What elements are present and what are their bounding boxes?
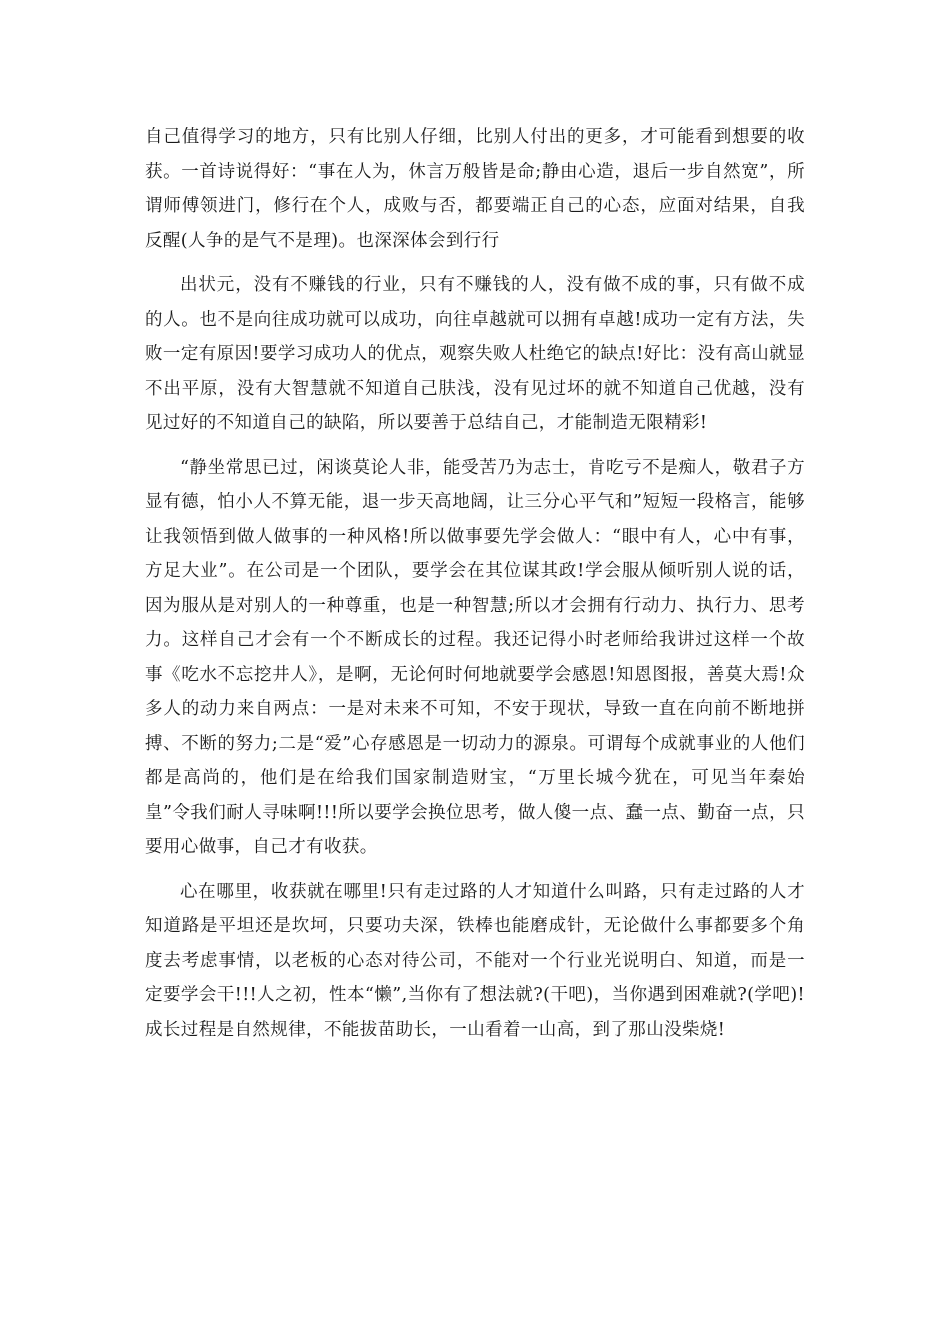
- paragraph-3: “静坐常思已过，闲谈莫论人非，能受苦乃为志士，肯吃亏不是痴人，敬君子方显有德，怕小人不算无能，退一步天高地阔，让三分心平气和”短短一段格言，能够让我领悟到做人做事的一种风格!所以做事要先学会做人：“眼中有人，心中有事，方足大业”。在公司是一个团队，要学会在其位谋其政!学会服从倾听别人说的话，因为服从是对别人的一种尊重，也是一种智慧;所以才会拥有行动力、执行力、思考力。这样自己才会有一个不断成长的过程。我还记得小时老师给我讲过这样一个故事《吃水不忘挖井人》，是啊，无论何时何地就要学会感恩!知恩图报，善莫大焉!众多人的动力来自两点：一是对未来不可知，不安于现状，导致一直在向前不断地拼搏、不断的努力;二是“爱”心存感恩是一切动力的源泉。可谓每个成就事业的人他们都是高尚的，他们是在给我们国家制造财宝，“万里长城今犹在，可见当年秦始皇”令我们耐人寻味啊!!!所以要学会换位思考，做人傻一点、蠢一点、勤奋一点，只要用心做事，自己才有收获。: [145, 457, 805, 857]
- paragraph-1: 自己值得学习的地方，只有比别人仔细，比别人付出的更多，才可能看到想要的收获。一首诗说得好：“事在人为，休言万般皆是命;静由心造，退后一步自然宽”，所谓师傅领进门，修行在个人，成败与否，都要端正自己的心态，应面对结果，自我反醒(人争的是气不是理)。也深深体会到行行: [145, 127, 805, 251]
- paragraph-2: 出状元，没有不赚钱的行业，只有不赚钱的人，没有做不成的事，只有做不成的人。也不是向往成功就可以成功，向往卓越就可以拥有卓越!成功一定有方法，失败一定有原因!要学习成功人的优点，观察失败人杜绝它的缺点!好比：没有高山就显不出平原，没有大智慧就不知道自己肤浅，没有见过坏的就不知道自己优越，没有见过好的不知道自己的缺陷，所以要善于总结自己，才能制造无限精彩!: [145, 275, 805, 433]
- document-body: [145, 120, 805, 1047]
- paragraph-4: 心在哪里，收获就在哪里!只有走过路的人才知道什么叫路，只有走过路的人才知道路是平坦还是坎坷，只要功夫深，铁棒也能磨成针，无论做什么事都要多个角度去考虑事情，以老板的心态对待公司，不能对一个行业光说明白、知道，而是一定要学会干!!!人之初，性本“懒”,当你有了想法就?(干吧)，当你遇到困难就?(学吧)!成长过程是自然规律，不能拔苗助长，一山看着一山高，到了那山没柴烧!: [145, 881, 805, 1040]
